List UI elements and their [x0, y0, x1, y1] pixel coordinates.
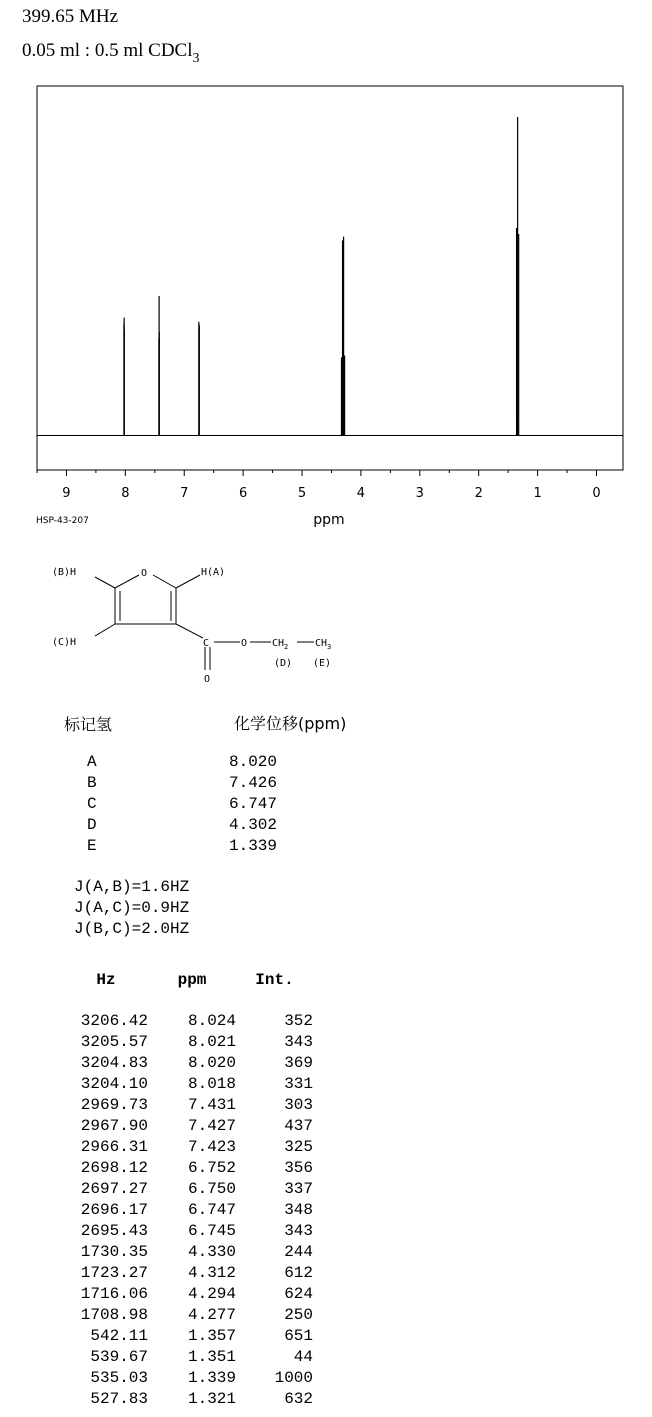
table-row: [64, 1367, 313, 1388]
cell-hz: 2697.27: [80, 1179, 148, 1198]
cell-int: 343: [284, 1032, 313, 1051]
table-row: [64, 1283, 313, 1304]
coupling-constants: [74, 877, 189, 940]
coupling-constant: J(A,B)=1.6HZ: [74, 878, 190, 896]
cell-ppm: 1.321: [187, 1389, 236, 1408]
x-tick-label: 6: [238, 486, 248, 501]
x-tick-label: 3: [415, 486, 424, 501]
label-ch2: [272, 638, 288, 651]
x-tick-label: 8: [121, 486, 130, 501]
cell-int: 1000: [274, 1368, 313, 1387]
table-row: [64, 1115, 313, 1136]
label-d: (D): [274, 658, 293, 669]
x-tick-label: 5: [297, 486, 307, 501]
cell-int: 437: [284, 1116, 313, 1135]
structure-labels: [52, 567, 331, 685]
structure-bonds: [95, 575, 314, 670]
assignment-shift: 7.426: [229, 774, 278, 792]
cell-hz: 2966.31: [80, 1137, 148, 1156]
label-carbonyl-c: C: [203, 638, 210, 649]
cell-ppm: 6.750: [187, 1179, 236, 1198]
peak-table-header-row: [64, 969, 313, 991]
cell-int: 632: [284, 1389, 313, 1408]
cell-hz: 542.11: [90, 1326, 148, 1345]
label-ch3-sub: 3: [327, 643, 332, 651]
assignment-label: C: [87, 795, 97, 813]
col-header-int: Int.: [255, 971, 294, 989]
table-row: [64, 1325, 313, 1346]
x-axis-label: ppm: [313, 512, 345, 528]
table-row: [64, 1262, 313, 1283]
solvent-subscript: 3: [192, 51, 200, 66]
cell-int: 244: [284, 1242, 313, 1261]
cell-ppm: 8.024: [187, 1011, 236, 1030]
cell-hz: 1716.06: [80, 1284, 148, 1303]
label-h-c: (C)H: [52, 637, 77, 648]
label-e: (E): [313, 658, 332, 669]
coupling-constant: J(B,C)=2.0HZ: [74, 920, 190, 938]
cell-hz: 2967.90: [80, 1116, 148, 1135]
table-row: [64, 1031, 313, 1052]
cell-ppm: 4.294: [187, 1284, 236, 1303]
cell-int: 337: [284, 1179, 313, 1198]
assignment-shifts: [229, 752, 277, 857]
cell-hz: 3205.57: [80, 1032, 148, 1051]
coupling-constant: J(A,C)=0.9HZ: [74, 899, 190, 917]
table-row: [64, 1052, 313, 1073]
cell-ppm: 7.423: [187, 1137, 236, 1156]
cell-hz: 535.03: [90, 1368, 148, 1387]
cell-ppm: 4.277: [187, 1305, 236, 1324]
cell-int: 369: [284, 1053, 313, 1072]
cell-int: 325: [284, 1137, 313, 1156]
cell-int: 331: [284, 1074, 313, 1093]
assignment-shift: 4.302: [229, 816, 278, 834]
table-row: [64, 1346, 313, 1367]
cell-ppm: 7.427: [187, 1116, 236, 1135]
table-row: [64, 1136, 313, 1157]
table-row: [64, 1010, 313, 1031]
x-tick-label: 4: [356, 486, 366, 501]
cell-hz: 3206.42: [80, 1011, 148, 1030]
cell-int: 44: [293, 1347, 313, 1366]
molecule-structure: [0, 0, 652, 700]
cell-int: 348: [284, 1200, 313, 1219]
table-row: [64, 1199, 313, 1220]
table-row: [64, 1241, 313, 1262]
label-ch2-sub: 2: [284, 643, 289, 651]
x-tick-label: 0: [592, 486, 601, 501]
assignment-label: A: [87, 753, 97, 771]
cell-int: 343: [284, 1221, 313, 1240]
cell-ppm: 1.339: [187, 1368, 236, 1387]
cell-ppm: 1.357: [187, 1326, 236, 1345]
cell-ppm: 1.351: [187, 1347, 236, 1366]
cell-hz: 2696.17: [80, 1200, 148, 1219]
cell-ppm: 8.020: [187, 1053, 236, 1072]
col-header-hz: Hz: [96, 971, 116, 989]
cell-ppm: 8.021: [187, 1032, 236, 1051]
cell-hz: 539.67: [90, 1347, 148, 1366]
assignment-shift: 1.339: [229, 837, 278, 855]
label-o-carbonyl: O: [204, 674, 211, 685]
x-tick-label: 1: [533, 486, 542, 501]
cell-ppm: 6.745: [187, 1221, 236, 1240]
cell-ppm: 6.747: [187, 1200, 236, 1219]
peak-list-table: [64, 969, 313, 1409]
cell-ppm: 4.330: [187, 1242, 236, 1261]
cell-int: 624: [284, 1284, 313, 1303]
label-o-ester: O: [241, 638, 248, 649]
cell-hz: 1730.35: [80, 1242, 148, 1261]
x-tick-label: 2: [474, 486, 483, 501]
assignment-label: D: [87, 816, 97, 834]
assignment-label: B: [87, 774, 97, 792]
chemical-shift-header: 化学位移(ppm): [234, 714, 347, 733]
x-tick-label: 7: [180, 486, 189, 501]
peak-table-body: [64, 991, 313, 1409]
label-ch3-text: CH: [315, 638, 328, 649]
cell-hz: 3204.10: [80, 1074, 148, 1093]
label-h-b: (B)H: [52, 567, 77, 578]
cell-hz: 1708.98: [80, 1305, 148, 1324]
cell-ppm: 4.312: [187, 1263, 236, 1282]
label-o-ring: O: [141, 568, 148, 579]
table-row: [64, 1073, 313, 1094]
table-row: [64, 1094, 313, 1115]
cell-ppm: 6.752: [187, 1158, 236, 1177]
cell-int: 651: [284, 1326, 313, 1345]
table-row: [64, 1178, 313, 1199]
frequency-label: 399.65 MHz: [22, 6, 119, 27]
col-header-ppm: ppm: [177, 971, 207, 989]
cell-int: 303: [284, 1095, 313, 1114]
table-row: [64, 1157, 313, 1178]
label-ch3: [315, 638, 331, 651]
table-row: [64, 1304, 313, 1325]
cell-hz: 3204.83: [80, 1053, 148, 1072]
assignment-shift: 8.020: [229, 753, 278, 771]
cell-hz: 1723.27: [80, 1263, 148, 1282]
cell-hz: 2698.12: [80, 1158, 148, 1177]
cell-ppm: 7.431: [187, 1095, 236, 1114]
cell-hz: 2695.43: [80, 1221, 148, 1240]
cell-ppm: 8.018: [187, 1074, 236, 1093]
label-ch2-text: CH: [272, 638, 285, 649]
assignment-label: E: [87, 837, 97, 855]
assignment-labels: [87, 752, 97, 857]
table-row: [64, 1220, 313, 1241]
cell-int: 352: [284, 1011, 313, 1030]
spectrum-code: HSP-43-207: [36, 516, 89, 526]
label-h-a: H(A): [201, 567, 226, 578]
solvent-text: 0.05 ml : 0.5 ml CDCl: [22, 40, 193, 61]
cell-int: 250: [284, 1305, 313, 1324]
cell-hz: 2969.73: [80, 1095, 148, 1114]
cell-int: 612: [284, 1263, 313, 1282]
x-tick-label: 9: [62, 486, 71, 501]
cell-hz: 527.83: [90, 1389, 148, 1408]
hydrogen-label-header: 标记氢: [64, 715, 113, 734]
table-row: [64, 1388, 313, 1409]
cell-int: 356: [284, 1158, 313, 1177]
assignment-shift: 6.747: [229, 795, 278, 813]
